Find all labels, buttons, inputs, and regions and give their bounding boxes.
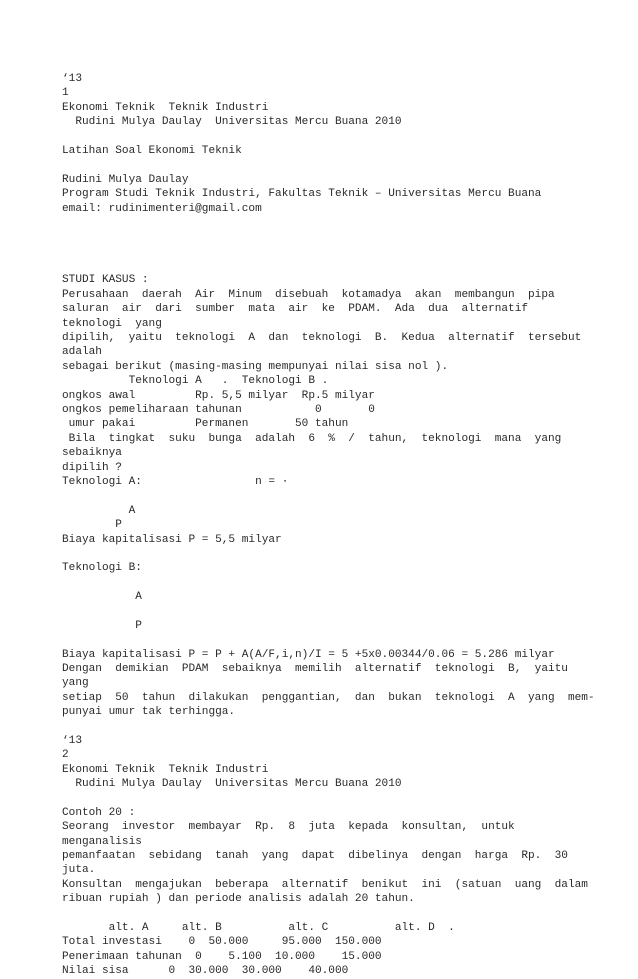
text-line: saluran air dari sumber mata air ke PDAM. Ada dua alternatif xyxy=(62,303,529,316)
text-line xyxy=(62,130,622,144)
text-line xyxy=(62,216,622,230)
text-line: sebagai berikut (masing-masing mempunyai nilai sisa nol ). xyxy=(62,360,449,373)
text-line: Contoh 20 : xyxy=(62,806,136,819)
text-line: Ekonomi Teknik Teknik Industri xyxy=(62,101,269,114)
text-line: ‘13 xyxy=(62,734,82,747)
text-line: menganalisis xyxy=(62,835,142,848)
text-line: Teknologi A . Teknologi B . xyxy=(62,375,329,388)
text-line xyxy=(62,720,622,734)
text-line: Total investasi 0 50.000 95.000 150.000 xyxy=(62,936,382,949)
text-line xyxy=(62,259,622,273)
text-line: Rudini Mulya Daulay Universitas Mercu Buana 2010 xyxy=(62,778,402,791)
text-line: Rudini Mulya Daulay Universitas Mercu Buana 2010 xyxy=(62,116,402,129)
text-line: ‘13 xyxy=(62,73,82,85)
text-line: Bila tingkat suku bunga adalah 6 % / tahun, teknologi mana yang xyxy=(62,432,562,445)
text-line: 2 xyxy=(62,749,69,762)
text-line: alt. A alt. B alt. C alt. D . xyxy=(62,922,455,935)
text-line xyxy=(62,547,622,561)
text-line: P xyxy=(62,519,122,532)
text-line: Dengan demikian PDAM sebaiknya memilih alternatif teknologi B, yaitu xyxy=(62,663,568,676)
text-line: juta. xyxy=(62,864,96,877)
text-line: adalah xyxy=(62,346,102,359)
text-line: Perusahaan daerah Air Minum disebuah kotamadya akan membangun pipa xyxy=(62,288,555,301)
text-line xyxy=(62,907,622,921)
text-line: A xyxy=(62,591,142,604)
text-line: pemanfaatan sebidang tanah yang dapat dibelinya dengan harga Rp. 30 xyxy=(62,850,568,863)
text-line: Ekonomi Teknik Teknik Industri xyxy=(62,763,269,776)
text-line: ribuan rupiah ) dan periode analisis adalah 20 tahun. xyxy=(62,893,415,906)
text-line xyxy=(62,576,622,590)
text-line: Rudini Mulya Daulay xyxy=(62,173,189,186)
document-body xyxy=(62,72,622,979)
text-line: A xyxy=(62,504,136,517)
text-line: punyai umur tak terhingga. xyxy=(62,706,236,719)
text-line: umur pakai Permanen 50 tahun xyxy=(62,418,349,431)
text-line: Teknologi B: xyxy=(62,562,142,575)
text-line xyxy=(62,489,622,503)
text-line: Penerimaan tahunan 0 5.100 10.000 15.000 xyxy=(62,950,382,963)
text-line xyxy=(62,604,622,618)
text-line: teknologi yang xyxy=(62,317,162,330)
text-line: ongkos pemeliharaan tahunan 0 0 xyxy=(62,403,375,416)
text-line: Biaya kapitalisasi P = P + A(A/F,i,n)/I = 5 +5x0.00344/0.06 = 5.286 milyar xyxy=(62,648,555,661)
text-line: P xyxy=(62,619,142,632)
text-line xyxy=(62,230,622,244)
text-line: yang xyxy=(62,677,89,690)
text-line xyxy=(62,633,622,647)
text-line: Latihan Soal Ekonomi Teknik xyxy=(62,144,242,157)
text-line xyxy=(62,245,622,259)
text-line: Konsultan mengajukan beberapa alternatif benikut ini (satuan uang dalam xyxy=(62,878,588,891)
text-line: Nilai sisa 0 30.000 30.000 40.000 xyxy=(62,965,349,978)
text-line: STUDI KASUS : xyxy=(62,274,149,287)
text-line: setiap 50 tahun dilakukan penggantian, dan bukan teknologi A yang mem- xyxy=(62,691,595,704)
text-line: 1 xyxy=(62,87,69,100)
text-line: dipilih ? xyxy=(62,461,122,474)
text-line: sebaiknya xyxy=(62,447,122,460)
text-line xyxy=(62,792,622,806)
text-line: Biaya kapitalisasi P = 5,5 milyar xyxy=(62,533,282,546)
text-line: ongkos awal Rp. 5,5 milyar Rp.5 milyar xyxy=(62,389,375,402)
text-line: Seorang investor membayar Rp. 8 juta kepada konsultan, untuk xyxy=(62,821,515,834)
text-line: Teknologi A: n = ∙ xyxy=(62,475,289,488)
text-line: Program Studi Teknik Industri, Fakultas Teknik – Universitas Mercu Buana xyxy=(62,188,542,201)
text-line xyxy=(62,158,622,172)
text-line: dipilih, yaitu teknologi A dan teknologi B. Kedua alternatif tersebut xyxy=(62,332,582,345)
text-line: email: rudinimenteri@gmail.com xyxy=(62,202,262,215)
